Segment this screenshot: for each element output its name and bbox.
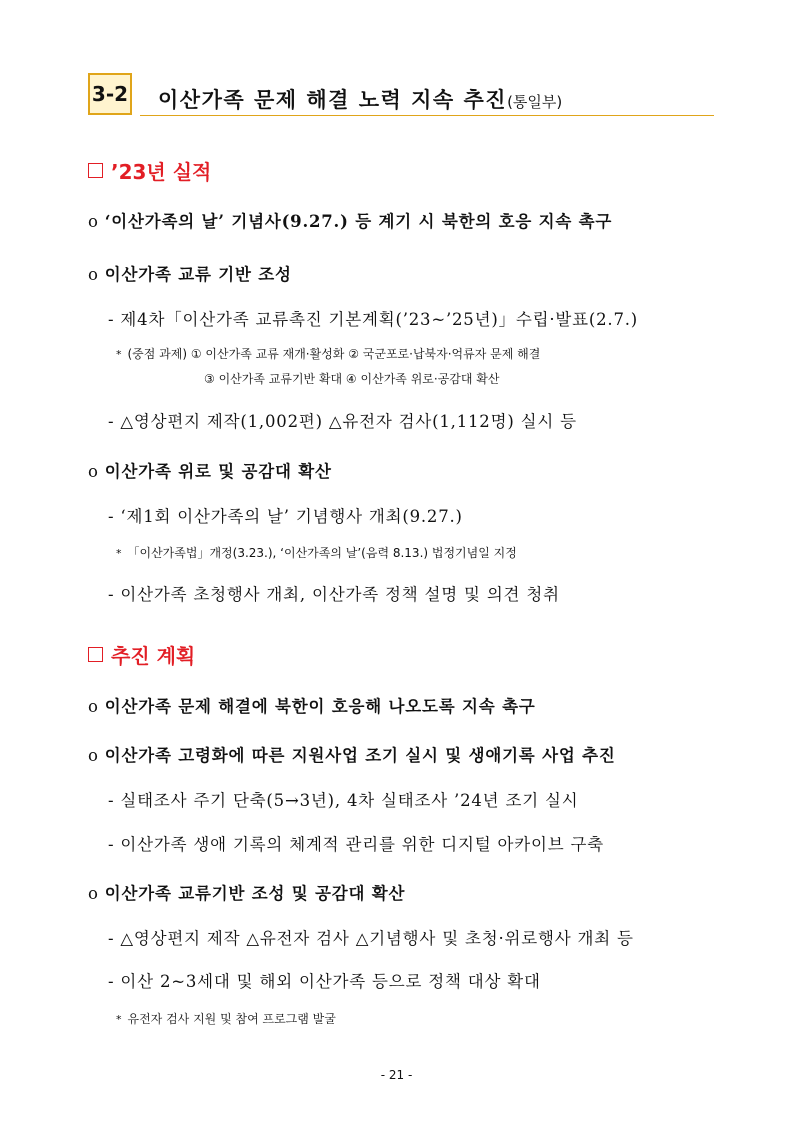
note-line [116, 345, 540, 362]
bullet-text: 이산가족 교류 기반 조성 [104, 265, 292, 284]
note-star-icon: * [116, 1013, 122, 1026]
page-title [158, 84, 562, 114]
section-heading-plan [88, 640, 195, 669]
title-underline [140, 115, 714, 116]
bullet-text: 이산가족 교류기반 조성 및 공감대 확산 [104, 884, 406, 903]
dash-item: - ‘제1회 이산가족의 날’ 기념행사 개최(9.27.) [108, 507, 463, 526]
dash-item: - 이산가족 초청행사 개최, 이산가족 정책 설명 및 의견 청취 [108, 585, 560, 604]
bullet-text: 이산가족 문제 해결에 북한이 호응해 나오도록 지속 촉구 [104, 697, 536, 716]
bullet-item [88, 208, 612, 232]
section-heading-label: ’23년 실적 [111, 160, 212, 184]
bullet-marker: o [88, 746, 99, 765]
note-text: 「이산가족법」개정(3.23.), ‘이산가족의 날’(음력 8.13.) 법정기념일 지정 [127, 546, 517, 560]
dash-item: - 제4차「이산가족 교류촉진 기본계획(’23~’25년)」수립·발표(2.7.) [108, 310, 639, 329]
section-heading-results [88, 156, 211, 185]
section-heading-label: 추진 계획 [111, 644, 196, 668]
bullet-marker: o [88, 265, 99, 284]
dash-item: - 이산 2~3세대 및 해외 이산가족 등으로 정책 대상 확대 [108, 972, 541, 991]
bullet-text: 이산가족 위로 및 공감대 확산 [104, 462, 332, 481]
dash-item: - △영상편지 제작 △유전자 검사 △기념행사 및 초청·위로행사 개최 등 [108, 929, 634, 948]
bullet-item [88, 880, 405, 904]
bullet-marker: o [88, 697, 99, 716]
title-ministry: (통일부) [507, 93, 563, 111]
section-number-box [88, 73, 132, 115]
section-number: 3-2 [91, 82, 129, 106]
bullet-marker: o [88, 462, 99, 481]
bullet-marker: o [88, 212, 99, 231]
bullet-marker: o [88, 884, 99, 903]
dash-item: - 이산가족 생애 기록의 체계적 관리를 위한 디지털 아카이브 구축 [108, 835, 604, 854]
note-star-icon: * [116, 348, 122, 361]
note-line [116, 544, 517, 561]
bullet-text: ‘이산가족의 날’ 기념사(9.27.) 등 계기 시 북한의 호응 지속 촉구 [104, 212, 613, 231]
note-text: 유전자 검사 지원 및 참여 프로그램 발굴 [127, 1012, 336, 1026]
note-star-icon: * [116, 547, 122, 560]
bullet-item [88, 742, 616, 766]
bullet-item [88, 458, 332, 482]
dash-item: - 실태조사 주기 단축(5→3년), 4차 실태조사 ’24년 조기 실시 [108, 791, 579, 810]
checkbox-square-icon [88, 647, 103, 662]
title-text: 이산가족 문제 해결 노력 지속 추진 [158, 88, 508, 112]
bullet-item [88, 693, 536, 717]
note-text: (중점 과제) ① 이산가족 교류 재개·활성화 ② 국군포로·납북자·억류자 문제 해결 [127, 347, 541, 361]
page-number: - 21 - [380, 1068, 413, 1082]
note-line-continued: ③ 이산가족 교류기반 확대 ④ 이산가족 위로·공감대 확산 [204, 372, 500, 386]
bullet-text: 이산가족 고령화에 따른 지원사업 조기 실시 및 생애기록 사업 추진 [104, 746, 616, 765]
checkbox-square-icon [88, 163, 103, 178]
dash-item: - △영상편지 제작(1,002편) △유전자 검사(1,112명) 실시 등 [108, 412, 577, 431]
note-line [116, 1010, 336, 1027]
bullet-item [88, 261, 292, 285]
